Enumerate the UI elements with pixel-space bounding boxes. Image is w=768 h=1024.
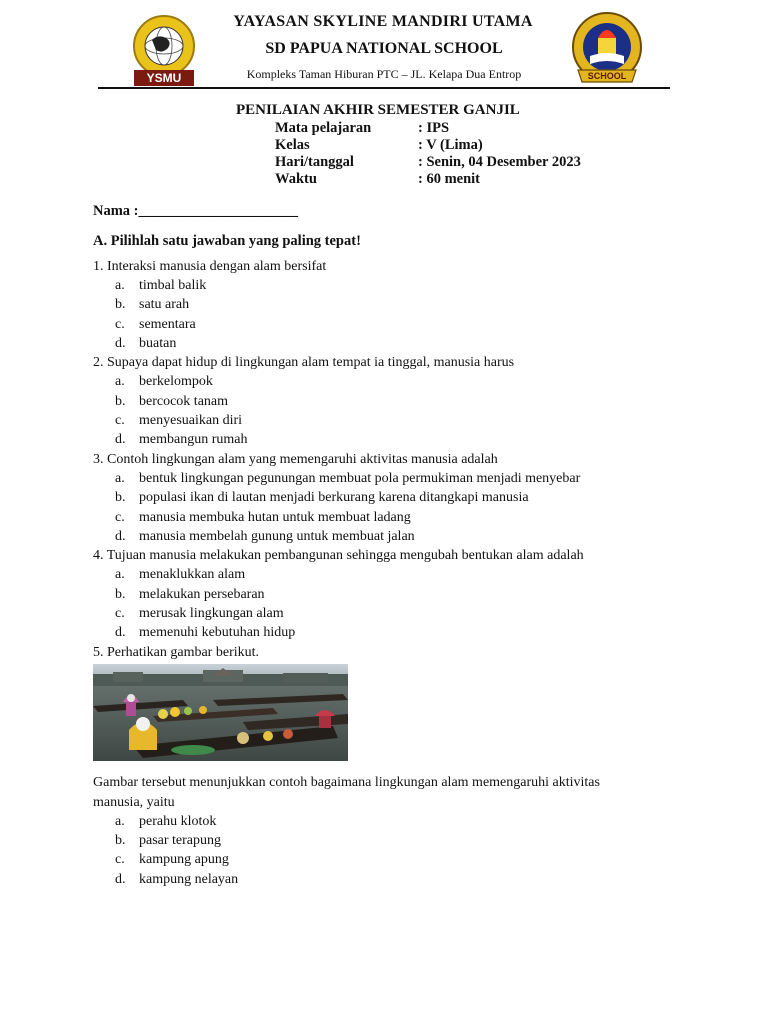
option-text: berkelompok <box>139 374 213 389</box>
question-3-option-d[interactable] <box>115 529 415 545</box>
school-address: Kompleks Taman Hiburan PTC – JL. Kelapa Dua Entrop <box>246 67 522 81</box>
option-text: manusia membelah gunung untuk membuat jalan <box>139 529 415 544</box>
option-letter: a. <box>115 814 125 829</box>
option-letter: d. <box>115 432 126 447</box>
option-letter: a. <box>115 374 125 389</box>
info-label-date: Hari/tanggal <box>275 154 354 170</box>
section-a-instruction: A. Pilihlah satu jawaban yang paling tepat! <box>93 233 361 249</box>
option-letter: b. <box>115 833 126 848</box>
option-letter: d. <box>115 529 126 544</box>
exam-title: PENILAIAN AKHIR SEMESTER GANJIL <box>236 102 520 118</box>
option-text: menaklukkan alam <box>139 567 246 582</box>
option-text: timbal balik <box>139 278 207 293</box>
option-text: kampung nelayan <box>139 872 239 887</box>
question-1-option-c[interactable] <box>115 317 196 333</box>
question-2-option-a[interactable] <box>115 374 213 390</box>
option-letter: d. <box>115 625 126 640</box>
option-letter: c. <box>115 510 125 525</box>
option-text: menyesuaikan diri <box>139 413 243 428</box>
option-text: kampung apung <box>139 852 229 867</box>
option-letter: b. <box>115 490 126 505</box>
info-value-date: : Senin, 04 Desember 2023 <box>418 154 581 170</box>
question-2-option-c[interactable] <box>115 413 242 429</box>
option-letter: c. <box>115 413 125 428</box>
question-5-option-c[interactable] <box>115 852 229 868</box>
option-text: perahu klotok <box>139 814 217 829</box>
info-label-time: Waktu <box>275 171 317 187</box>
option-text: pasar terapung <box>139 833 222 848</box>
question-5: 5. Perhatikan gambar berikut. <box>93 645 260 660</box>
question-3-option-b[interactable] <box>115 490 529 506</box>
option-text: bercocok tanam <box>139 394 229 409</box>
option-text: satu arah <box>139 297 190 312</box>
option-letter: b. <box>115 297 126 312</box>
question-5-option-d[interactable] <box>115 872 238 888</box>
question-5-text-line-2: manusia, yaitu <box>93 795 175 810</box>
option-text: buatan <box>139 336 177 351</box>
option-text: membangun rumah <box>139 432 248 447</box>
info-label-class: Kelas <box>275 137 310 153</box>
option-text: manusia membuka hutan untuk membuat ladang <box>139 510 411 525</box>
floating-market-illustration <box>93 664 348 761</box>
option-letter: b. <box>115 394 126 409</box>
option-letter: d. <box>115 336 126 351</box>
school-name: SD PAPUA NATIONAL SCHOOL <box>265 40 503 57</box>
papua-national-logo <box>568 12 646 86</box>
option-text: merusak lingkungan alam <box>139 606 284 621</box>
ysmu-logo-text: YSMU <box>146 71 182 85</box>
question-4-option-d[interactable] <box>115 625 295 641</box>
question-2-option-b[interactable] <box>115 394 228 410</box>
floating-market-photo <box>93 664 348 761</box>
option-text: memenuhi kebutuhan hidup <box>139 625 296 640</box>
question-1-option-b[interactable] <box>115 297 189 313</box>
option-letter: a. <box>115 567 125 582</box>
question-1-option-d[interactable] <box>115 336 176 352</box>
question-4-option-a[interactable] <box>115 567 245 583</box>
option-letter: a. <box>115 471 125 486</box>
option-letter: d. <box>115 872 126 887</box>
question-4-option-c[interactable] <box>115 606 284 622</box>
question-5-option-b[interactable] <box>115 833 221 849</box>
option-letter: b. <box>115 587 126 602</box>
letterhead-divider <box>98 87 670 89</box>
option-text: bentuk lingkungan pegunungan membuat pola permukiman menjadi menyebar <box>139 471 581 486</box>
question-2-option-d[interactable] <box>115 432 247 448</box>
name-field[interactable]: Nama :______________________ <box>93 203 299 219</box>
option-text: sementara <box>139 317 196 332</box>
question-5-text-line-1: Gambar tersebut menunjukkan contoh bagaimana lingkungan alam memengaruhi aktivitas <box>93 775 600 790</box>
question-3: 3. Contoh lingkungan alam yang memengaruhi aktivitas manusia adalah <box>93 452 498 467</box>
question-2: 2. Supaya dapat hidup di lingkungan alam tempat ia tinggal, manusia harus <box>93 355 515 370</box>
question-1: 1. Interaksi manusia dengan alam bersifat <box>93 259 327 274</box>
question-4: 4. Tujuan manusia melakukan pembangunan sehingga mengubah bentukan alam adalah <box>93 548 584 563</box>
info-label-subject: Mata pelajaran <box>275 120 372 136</box>
papua-logo-text: SCHOOL <box>587 71 627 81</box>
option-text: populasi ikan di lautan menjadi berkurang karena ditangkapi manusia <box>139 490 529 505</box>
question-3-option-c[interactable] <box>115 510 411 526</box>
info-value-class: : V (Lima) <box>418 137 483 153</box>
option-letter: a. <box>115 278 125 293</box>
option-letter: c. <box>115 606 125 621</box>
option-letter: c. <box>115 317 125 332</box>
question-4-option-b[interactable] <box>115 587 265 603</box>
question-5-option-a[interactable] <box>115 814 216 830</box>
question-3-option-a[interactable] <box>115 471 580 487</box>
option-text: melakukan persebaran <box>139 587 265 602</box>
foundation-name: YAYASAN SKYLINE MANDIRI UTAMA <box>233 13 533 30</box>
question-1-option-a[interactable] <box>115 278 206 294</box>
info-value-subject: : IPS <box>418 120 450 136</box>
option-letter: c. <box>115 852 125 867</box>
info-value-time: : 60 menit <box>418 171 481 187</box>
